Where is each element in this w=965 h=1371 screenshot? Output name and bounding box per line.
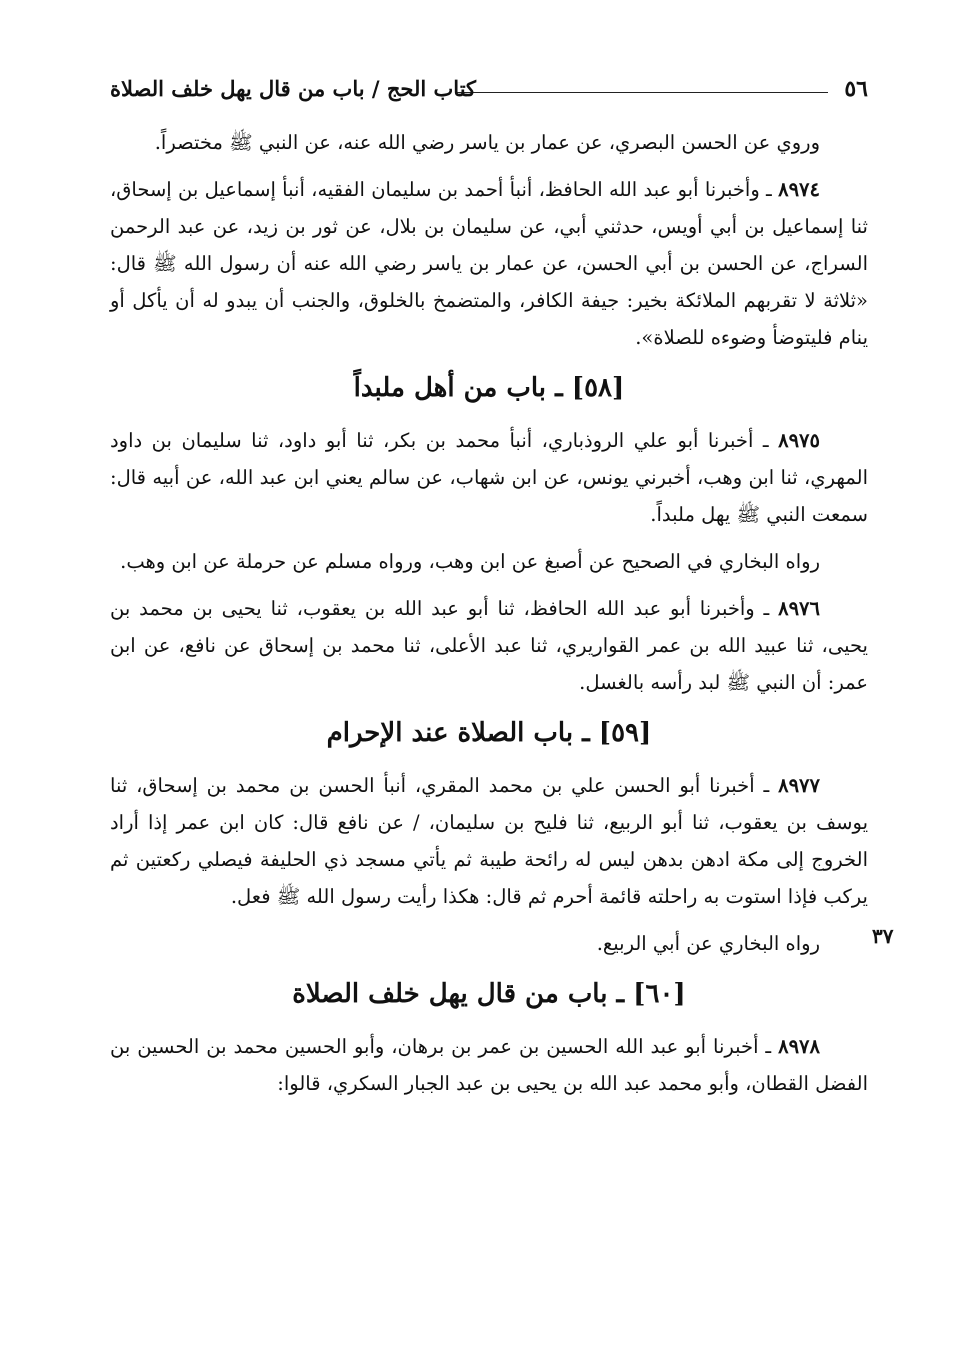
page-number: ٥٦ <box>844 76 868 102</box>
paragraph-narration-note <box>110 124 868 161</box>
hadith-8977 <box>110 767 868 915</box>
page-header <box>110 70 868 110</box>
hadith-text: ـ أخبرنا أبو الحسن علي بن محمد المقري، أنبأ الحسن بن محمد بن إسحاق، ثنا يوسف بن يعقوب، ثنا أبو الربيع، ثنا فليح بن سليمان، / عن نافع قال: كان ابن عمر إذا أراد الخروج إلى مكة ادهن بدهن ليس له رائحة طيبة ثم يأتي مسجد ذي الحليفة فيصلي ركعتين ثم يركب فإذا استوت به راحلته قائمة أحرم ثم قال: هكذا رأيت رسول الله ﷺ فعل. <box>110 774 868 908</box>
hadith-8978 <box>110 1028 868 1102</box>
paragraph-attribution <box>110 543 868 580</box>
hadith-8975 <box>110 422 868 533</box>
hadith-number: ٨٩٧٨ <box>778 1035 820 1058</box>
hadith-text: ـ أخبرنا أبو علي الروذباري، أنبأ محمد بن بكر، ثنا أبو داود، ثنا سليمان بن داود المهري، ثنا ابن وهب، أخبرني يونس، عن ابن شهاب، عن سالم يعني ابن عبد الله، عن أبيه قال: سمعت النبي ﷺ يهل ملبداً. <box>110 429 868 526</box>
running-title: كتاب الحج / باب من قال يهل خلف الصلاة <box>110 76 477 101</box>
header-rule <box>455 92 828 93</box>
chapter-heading-58: [٥٨] ـ باب من أهل ملبداً <box>353 373 625 403</box>
hadith-8976 <box>110 590 868 701</box>
hadith-8974 <box>110 171 868 356</box>
paragraph-text: رواه البخاري في الصحيح عن أصبغ عن ابن وهب، ورواه مسلم عن حرملة عن ابن وهب. <box>120 550 820 573</box>
hadith-text: ـ أخبرنا أبو عبد الله الحسين بن عمر بن برهان، وأبو الحسين محمد بن الحسين بن الفضل القطان، وأبو محمد عبد الله بن يحيى بن عبد الجبار السكري، قالوا: <box>110 1035 868 1095</box>
margin-page-marker: ٣٧ <box>872 924 894 948</box>
hadith-number: ٨٩٧٦ <box>778 597 820 620</box>
chapter-heading-60: [٦٠] ـ باب من قال يهل خلف الصلاة <box>292 979 686 1009</box>
paragraph-text: رواه البخاري عن أبي الربيع. <box>596 932 820 955</box>
hadith-number: ٨٩٧٤ <box>778 178 820 201</box>
hadith-number: ٨٩٧٥ <box>778 429 820 452</box>
chapter-heading-59: [٥٩] ـ باب الصلاة عند الإحرام <box>326 718 652 748</box>
hadith-number: ٨٩٧٧ <box>778 774 820 797</box>
hadith-text: ـ وأخبرنا أبو عبد الله الحافظ، ثنا أبو عبد الله بن يعقوب، ثنا يحيى بن محمد بن يحيى، ثنا عبيد الله بن عمر القواريري، ثنا عبد الأعلى، ثنا محمد بن إسحاق عن نافع، عن ابن عمر: أن النبي ﷺ لبد رأسه بالغسل. <box>110 597 868 694</box>
paragraph-text: وروي عن الحسن البصري، عن عمار بن ياسر رضي الله عنه، عن النبي ﷺ مختصراً. <box>154 131 820 154</box>
paragraph-attribution <box>110 925 868 962</box>
page-body <box>110 124 868 1112</box>
hadith-text: ـ وأخبرنا أبو عبد الله الحافظ، أنبأ أحمد بن سليمان الفقيه، أنبأ إسماعيل بن إسحاق، ثنا إسماعيل بن أبي أويس، حدثني أبي، عن سليمان بن بلال، عن ثور بن زيد، عن عبد الرحمن السراج، عن الحسن بن أبي الحسن، عن عمار بن ياسر رضي الله عنه أن رسول الله ﷺ قال: «ثلاثة لا تقربهم الملائكة بخير: جيفة الكافر، والمتضمخ بالخلوق، والجنب أن يبدو له أن يأكل أو ينام فليتوضأ وضوءه للصلاة». <box>110 178 868 349</box>
